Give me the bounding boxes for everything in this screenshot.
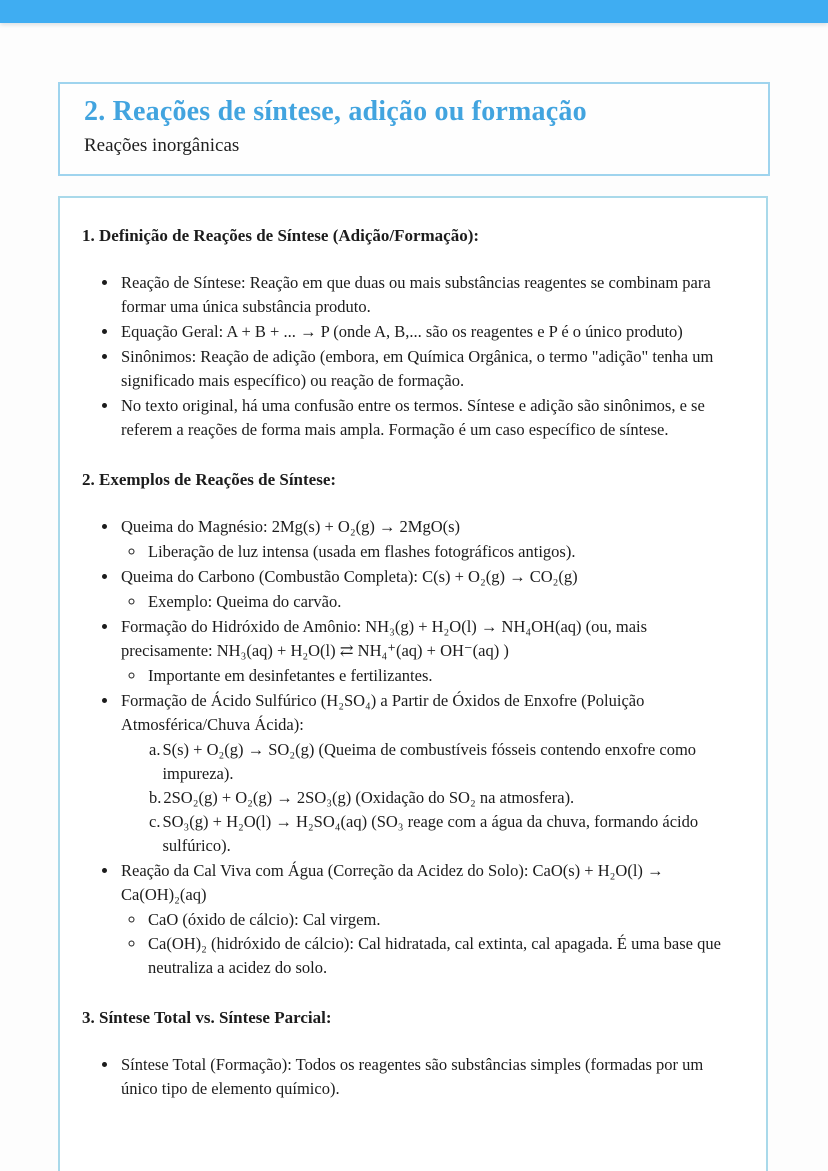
bullet-item: [119, 1053, 740, 1101]
lettered-item: [149, 786, 740, 810]
section-heading: 3. Síntese Total vs. Síntese Parcial:: [82, 1008, 332, 1027]
lettered-list: [149, 738, 740, 858]
letter-label: a.: [149, 740, 161, 759]
letter-text: 2SO₂(g) + O₂(g) → 2SO₃(g) (Oxidação do SO₂ na atmosfera).: [163, 788, 575, 807]
sub-bullet-list: [121, 590, 740, 614]
bullet-text: No texto original, há uma confusão entre os termos. Síntese e adição são sinônimos, e se referem a reações de forma mais ampla. Formação é um caso específico de síntese.: [121, 396, 705, 439]
lettered-item: [149, 738, 740, 786]
bullet-list: [82, 271, 740, 442]
bullet-list: [82, 1053, 740, 1101]
bullet-item: [119, 515, 740, 564]
bullet-text: Queima do Carbono (Combustão Completa): C(s) + O₂(g) → CO₂(g): [121, 567, 578, 586]
lettered-item: [149, 810, 740, 858]
top-accent-bar: [0, 0, 828, 23]
sub-bullet-item: ◦ Liberação de luz intensa (usada em flashes fotográficos antigos).: [146, 540, 740, 564]
sub-bullet-item: ◦ CaO (óxido de cálcio): Cal virgem.: [146, 908, 740, 932]
bullet-item: [119, 320, 740, 344]
page-title: 2. Reações de síntese, adição ou formação: [84, 96, 587, 127]
sub-bullet-list: [121, 540, 740, 564]
sub-bullet-item: ◦ Importante em desinfetantes e fertilizantes.: [146, 664, 740, 688]
sub-bullet-item: ◦ Exemplo: Queima do carvão.: [146, 590, 740, 614]
bullet-item: [119, 689, 740, 858]
section-heading: 1. Definição de Reações de Síntese (Adição/Formação):: [82, 226, 480, 245]
bullet-item: [119, 345, 740, 393]
title-card: [58, 82, 770, 176]
letter-label: c.: [149, 812, 161, 831]
letter-text: SO₃(g) + H₂O(l) → H₂SO₄(aq) (SO₃ reage com a água da chuva, formando ácido sulfúrico).: [162, 812, 699, 855]
bullet-item: [119, 271, 740, 319]
bullet-item: [119, 615, 740, 688]
page-subtitle: Reações inorgânicas: [84, 135, 240, 157]
bullet-text: Reação de Síntese: Reação em que duas ou mais substâncias reagentes se combinam para formar uma única substância produto.: [121, 273, 711, 316]
letter-label: b.: [149, 788, 162, 807]
bullet-text: Formação de Ácido Sulfúrico (H₂SO₄) a Partir de Óxidos de Enxofre (Poluição Atmosférica/Chuva Ácida):: [121, 691, 645, 734]
bullet-list: [82, 515, 740, 980]
bullet-text: Reação da Cal Viva com Água (Correção da Acidez do Solo): CaO(s) + H₂O(l) → Ca(OH)₂(aq): [121, 861, 664, 904]
bullet-text: Formação do Hidróxido de Amônio: NH₃(g) + H₂O(l) → NH₄OH(aq) (ou, mais precisamente: NH₃(aq) + H₂O(l) ⇄ NH₄⁺(aq) + OH⁻(aq) ): [121, 617, 648, 660]
bullet-text: Equação Geral: A + B + ... → P (onde A, B,... são os reagentes e P é o único produto): [121, 322, 683, 341]
bullet-item: [119, 394, 740, 442]
letter-text: S(s) + O₂(g) → SO₂(g) (Queima de combustíveis fósseis contendo enxofre como impureza).: [162, 740, 697, 783]
sub-bullet-list: [121, 908, 740, 980]
bullet-item: [119, 565, 740, 614]
bullet-item: [119, 859, 740, 980]
sections-container: [82, 224, 740, 1101]
bullet-text: Sinônimos: Reação de adição (embora, em Química Orgânica, o termo "adição" tenha um significado mais específico) ou reação de formação.: [121, 347, 714, 390]
sub-bullet-list: [121, 664, 740, 688]
sub-bullet-item: ◦ Ca(OH)₂ (hidróxido de cálcio): Cal hidratada, cal extinta, cal apagada. É uma base que neutraliza a acidez do solo.: [146, 932, 740, 980]
section-heading: 2. Exemplos de Reações de Síntese:: [82, 470, 337, 489]
content-card: [58, 196, 768, 1171]
bullet-text: Síntese Total (Formação): Todos os reagentes são substâncias simples (formadas por um único tipo de elemento químico).: [121, 1055, 704, 1098]
bullet-text: Queima do Magnésio: 2Mg(s) + O₂(g) → 2MgO(s): [121, 517, 461, 536]
